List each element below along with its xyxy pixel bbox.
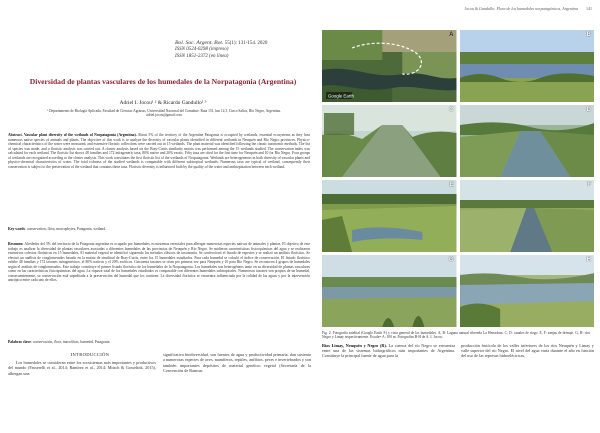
author-affiliation — [40, 109, 288, 118]
abstract-label: Abstract. Vascular plant diversity of the wetlands of Norpatagonia (Argentina). — [8, 133, 137, 137]
intro-column-right — [163, 352, 311, 373]
page-number: 141 — [586, 6, 592, 11]
journal-volume: 55(1): 131-154. 2020 — [224, 41, 268, 46]
figure-caption: Fig. 2. Fotografía satelital (Google Earth ®) y vista general de los humedales. A, B: Laguna natural ribereña La Herradura. C, D: canales de riego. E, F: zanjas de drenaje. G, H: ríos Negro y Limay respectivamente. Escala= A: 100 m. Fotografías B-H de A. I. Jocou. — [322, 331, 590, 340]
running-title: Jocou & Gandullo: Flora de los humedales norpatagónicos, Argentina — [464, 6, 578, 11]
intro-text-left: Los humedales se consideran entre los ecosistemas más importantes y productivos del mundo (Fasserelli et al., 2014; Ramírez et al., 2014; Mitsch & Gosselink, 2015), albergan una — [8, 360, 156, 376]
photo-panel-d — [460, 105, 595, 177]
intro-column-left — [8, 360, 156, 376]
photo-panel-h — [460, 255, 595, 327]
right-text-left — [322, 343, 455, 359]
photo-panel-c — [322, 105, 457, 177]
article-authors: Adriel I. Jocou¹ ² & Ricardo Gandullo¹ ³ — [119, 100, 207, 106]
resumen-label: Resumen — [8, 242, 23, 246]
panel-label-b: B — [586, 32, 591, 38]
panel-label-e: E — [449, 182, 454, 188]
abstract — [8, 133, 310, 169]
google-earth-mark: Google Earth — [328, 93, 354, 99]
author-email[interactable]: adriel.jocou@gmail.com — [146, 113, 182, 118]
photo-grid — [322, 30, 594, 327]
keywords — [8, 227, 310, 232]
right-text-columns — [322, 343, 594, 359]
photo-panel-g — [322, 255, 457, 327]
satellite-image — [322, 30, 457, 102]
intro-heading: INTRODUCCIÓN — [70, 352, 110, 357]
resumen — [8, 242, 310, 283]
resumen-text: : Alrededor del 5% del territorio de la Patagonia argentina es ocupado por humedales, ecosistemas esenciales para albergar numerosas especies nativas de animales y plantas. El objetivo de este trabajo es analizar la diversidad de plantas vasculares asociadas a diferentes humedales de las provincias de Neuquén y Río Negro. Se midieron características fisicoquímicas del agua y se realizaron extensivas colectas florísticas en 15 humedales. El material vegetal se identificó siguiendo los métodos clásicos de taxonomía. Se confeccionó el listado de especies y se realizó un análisis florístico. Se efectuó un análisis de conglomerados basado en la matriz de similitud de Bray-Curtis, entre los 15 humedales estudiados. Para cada humedal se calculó el índice de conservación. El listado florístico exhibe 48 familias y 172 taxones infragenéricos, el 80% nativos y el 20% exóticos. Cincuenta taxones se citan por primera vez para Neuquén y 10 para Río Negro. Se reconocen 4 grupos de humedales según el análisis de conglomerados. Este trabajo constituye el primer listado florístico de los humedales de la Norpatagonia. Los humedales son heterogéneos tanto en su diversidad de plantas vasculares como en las características fisicoquímicas del agua. La riqueza total de los humedales estudiados es comparable con diferentes humedales subtropicales. Numerosos taxones son propios de un humedal, consecuentemente, su conservación está supeditada a la preservación del humedal que los contiene. La diversidad florística se encuentra influenciada por la calidad de las aguas y por la intervención antrópica entre cada uno de ellos. — [8, 242, 310, 282]
panel-label-c: C — [449, 107, 454, 113]
panel-label-d: D — [586, 107, 591, 113]
keywords-text: : conservation, flora, macrophytes, Patagonia, wetland. — [24, 227, 107, 231]
palabras-text: : conservación, flora, macrófitas, humedal, Patagonia. — [30, 340, 111, 344]
issn-print: ISSN 0524-0298 (impreso) — [175, 47, 229, 53]
affiliation-text: ¹ Departamento de Biología Aplicada, Facultad de Ciencias Agrarias, Universidad Nacional del Comahue. Ruta 151, km 12,5, Cinco Saltos, Río Negro, Argentina. — [47, 109, 281, 113]
panel-label-f: F — [587, 182, 591, 188]
photo-panel-b — [460, 30, 595, 102]
riverbank-photo — [322, 255, 457, 327]
canal-photo — [322, 105, 457, 177]
photo-panel-e — [322, 180, 457, 252]
panel-label-a: A — [449, 32, 454, 38]
right-text-right: producción frutícola de los valles inferiores de los ríos Neuquén y Limay y valle superior del río Negro. El nivel del agua varía durante el año en función del uso de las represas hidroeléctricas, — [461, 342, 594, 359]
keywords-label: Key words — [8, 227, 25, 231]
journal-reference — [175, 40, 305, 60]
marsh-photo — [322, 180, 457, 252]
intro-text-right: significativa biodiversidad, son fuentes de agua y productividad primaria, dan sustento a numerosas especies de aves, mamíferos, reptiles, anfibios, peces e invertebrados y son también importantes depósitos de material genético vegetal (Secretaría de la Convención de Ramsar, — [163, 352, 311, 373]
panel-label-h: H — [586, 257, 591, 263]
panel-label-g: G — [448, 257, 454, 263]
article-title: Diversidad de plantas vasculares de los humedales de la Norpatagonia (Argentina) — [29, 77, 297, 86]
figure-2 — [322, 30, 594, 359]
issn-online: ISSN 1851-2372 (en línea) — [175, 53, 229, 59]
palabras-clave — [8, 340, 310, 345]
abstract-text: About 5% of the territory of the Argentine Patagonia is occupied by wetlands, essential ecosystems as they host numerous native species of animals and plants. The objective of this work is to analyze the diversity of vascular plants identified in different wetlands in Neuquén and Río Negro provinces. Physico-chemical characteristics of the water were measured, and extensive floristic collections were carried out in 15 wetlands. The plant material was identified following the classic taxonomic methods. The list of species was made, and a floristic analysis was carried out. A cluster analysis based on the Bray-Curtis similarity matrix was performed among the 15 wetlands studied. The conservation index was calculated for each wetland. The floristic list shows 48 families and 172 infrageneric taxa, 80% native and 20% exotic. Fifty taxa are cited for the first time for Neuquén and 10 for Río Negro. Four groups of wetlands are recognized according to the cluster analysis. This work constitutes the first floristic list of the wetlands of Norpatagonia. Wetlands are heterogeneous in both diversity of vascular plants and physico-chemical characteristics of water. The total richness of the studied wetlands is comparable with different subtropical wetlands. Numerous taxa are typical of wetland, consequently their conservation is subject to the preservation of the wetland that contains these taxa. Floristic diversity is influenced both by the quality of the water and anthropization between each wetland. — [8, 133, 310, 169]
rivers-section-label: Ríos Limay, Neuquén y Negro (R). — [322, 342, 387, 348]
lakeshore-photo — [460, 255, 595, 327]
photo-panel-a — [322, 30, 457, 102]
rivers-section-text: La cuenca del río Negro se encuentra entre una de las sistemas hidrográficos más importantes de Argentina. Constituye la principal fuente de agua para la — [322, 342, 455, 359]
lagoon-photo — [460, 30, 595, 102]
photo-panel-f — [460, 180, 595, 252]
journal-name: Bol. Soc. Argent. Bot. — [175, 40, 225, 46]
river-photo — [460, 105, 595, 177]
palabras-label: Palabras clave — [8, 340, 31, 344]
ditch-photo — [460, 180, 595, 252]
